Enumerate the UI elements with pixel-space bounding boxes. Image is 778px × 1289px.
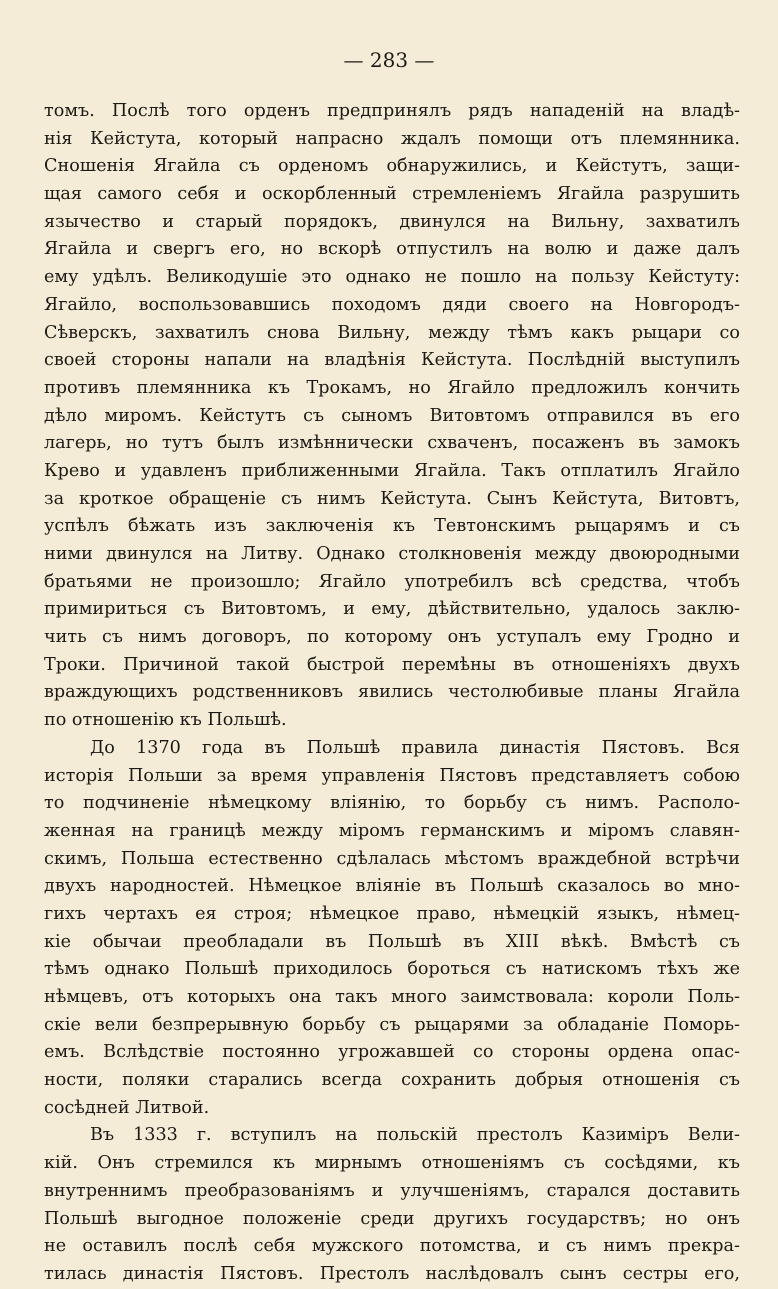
text-line: томъ. Послѣ того орденъ предпринялъ рядъ нападеній на владѣ- xyxy=(44,101,740,121)
text-line: братьями не произошло; Ягайло употребилъ всѣ средства, чтобъ xyxy=(44,571,740,592)
text-line: двухъ народностей. Нѣмецкое вліяніе въ Польшѣ сказалось во мно- xyxy=(44,876,740,897)
text-line: примириться съ Витовтомъ, и ему, дѣйствительно, удалось заклю- xyxy=(44,599,740,620)
text-line: исторія Польши за время управленія Пястовъ представляетъ собою xyxy=(44,765,740,786)
text-line: скимъ, Польша естественно сдѣлалась мѣстомъ враждебной встрѣчи xyxy=(44,848,740,869)
text-line: Ягайла и свергъ его, но вскорѣ отпустилъ на волю и даже далъ xyxy=(44,239,740,260)
text-line: Сѣверскъ, захватилъ снова Вильну, между тѣмъ какъ рыцари со xyxy=(44,322,740,343)
text-line: кій. Онъ стремился къ мирнымъ отношеніямъ съ сосѣдями, къ xyxy=(44,1153,740,1174)
text-line: лагерь, но тутъ былъ измѣннически схваченъ, посаженъ въ замокъ xyxy=(44,433,740,454)
text-line: противъ племянника къ Трокамъ, но Ягайло предложилъ кончить xyxy=(44,377,740,398)
text-line: язычество и старый порядокъ, двинулся на Вильну, захватилъ xyxy=(44,211,740,232)
body-text xyxy=(44,98,740,1289)
text-line: гихъ чертахъ ея строя; нѣмецкое право, нѣмецкій языкъ, нѣмец- xyxy=(44,903,740,924)
text-line: по отношенію къ Польшѣ. xyxy=(44,710,287,731)
text-line: щая самого себя и оскорбленный стремленіемъ Ягайла разрушить xyxy=(44,184,740,205)
text-line: ности, поляки старались всегда сохранить добрыя отношенія съ xyxy=(44,1070,740,1091)
text-line: тилась династія Пястовъ. Престолъ наслѣдовалъ сынъ сестры его, xyxy=(44,1263,740,1284)
text-line: чить съ нимъ договоръ, по которому онъ уступалъ ему Гродно и xyxy=(44,627,740,648)
text-line: тѣмъ однако Польшѣ приходилось бороться съ натискомъ тѣхъ же xyxy=(44,959,740,980)
text-line: успѣлъ бѣжать изъ заключенія къ Тевтонскимъ рыцарямъ и съ xyxy=(44,516,740,537)
text-line: скіе вели безпрерывную борьбу съ рыцарями за обладаніе Поморь- xyxy=(44,1014,740,1035)
text-line: нія Кейстута, который напрасно ждалъ помощи отъ племянника. xyxy=(44,128,740,149)
text-line: не оставилъ послѣ себя мужского потомства, и съ нимъ прекра- xyxy=(44,1236,740,1257)
text-line: дѣло миромъ. Кейстутъ съ сыномъ Витовтомъ отправился въ его xyxy=(44,405,740,426)
text-line: Ягайло, воспользовавшись походомъ дяди своего на Новгородъ- xyxy=(44,294,740,315)
text-line: емъ. Вслѣдствіе постоянно угрожавшей со стороны ордена опас- xyxy=(44,1042,740,1063)
text-line: Въ 1333 г. вступилъ на польскій престолъ Казиміръ Вели- xyxy=(90,1125,740,1146)
text-line: Крево и удавленъ приближенными Ягайла. Такъ отплатилъ Ягайло xyxy=(44,460,740,481)
text-line: сосѣдней Литвой. xyxy=(44,1097,210,1118)
text-line: До 1370 года въ Польшѣ правила династія Пястовъ. Вся xyxy=(90,737,740,758)
text-line: ему удѣлъ. Великодушіе это однако не пошло на пользу Кейстуту: xyxy=(44,267,740,288)
text-line: своей стороны напали на владѣнія Кейстута. Послѣдній выступилъ xyxy=(44,350,740,371)
text-line: Троки. Причиной такой быстрой перемѣны въ отношеніяхъ двухъ xyxy=(44,654,740,675)
text-line: за кроткое обращеніе съ нимъ Кейстута. Сынъ Кейстута, Витовтъ, xyxy=(44,488,740,509)
text-line: Сношенія Ягайла съ орденомъ обнаружились, и Кейстутъ, защи- xyxy=(44,156,740,177)
text-line: нѣмцевъ, отъ которыхъ она такъ много заимствовала: короли Поль- xyxy=(44,987,740,1007)
text-line: то подчиненіе нѣмецкому вліянію, то борьбу съ нимъ. Располо- xyxy=(44,793,740,814)
text-line: внутреннимъ преобразованіямъ и улучшеніямъ, старался доставить xyxy=(44,1180,740,1201)
text-line: Польшѣ выгодное положеніе среди другихъ государствъ; но онъ xyxy=(44,1208,740,1229)
text-line: ними двинулся на Литву. Однако столкновенія между двоюродными xyxy=(44,544,740,564)
text-line: кіе обычаи преобладали въ Польшѣ въ XIII вѣкѣ. Вмѣстѣ съ xyxy=(44,931,740,952)
text-line: женная на границѣ между міромъ германскимъ и міромъ славян- xyxy=(44,820,740,841)
text-line: враждующихъ родственниковъ явились честолюбивые планы Ягайла xyxy=(44,682,740,703)
page-number: — 283 — xyxy=(343,48,435,72)
